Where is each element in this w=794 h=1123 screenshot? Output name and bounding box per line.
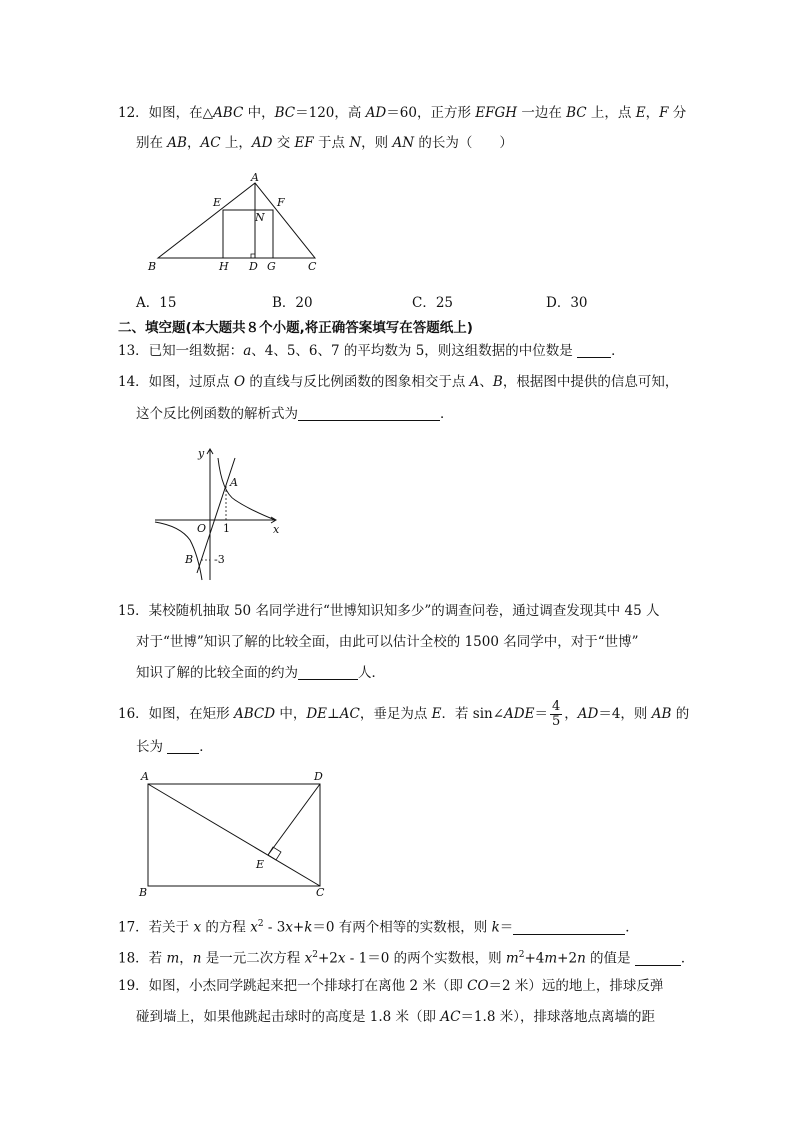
label-C: C: [308, 260, 317, 273]
label-A: A: [141, 770, 149, 783]
q16-answer-blank[interactable]: [167, 739, 199, 754]
label-E: E: [213, 196, 222, 209]
q18-answer-blank[interactable]: [635, 951, 681, 966]
q15-line3: 知识了解的比较全面的约为 人．: [136, 665, 385, 681]
label-B: B: [185, 553, 194, 566]
label-D: D: [249, 260, 258, 273]
label-F: F: [277, 196, 285, 209]
square-efgh: [223, 210, 273, 258]
right-angle-mark: [268, 847, 281, 860]
label-A: A: [251, 171, 259, 184]
triangle-abc: [158, 183, 315, 258]
label-x: x: [273, 523, 280, 536]
q12-triangle-figure: [140, 168, 340, 278]
q14-function-figure: [150, 440, 290, 585]
q14-line1: 14．如图，过原点 O 的直线与反比例函数的图象相交于点 A、B，根据图中提供的信息可知，: [118, 374, 679, 390]
q12-option-b: B．20: [272, 295, 313, 311]
diagonal-ac: [148, 784, 320, 886]
segment-de: [268, 784, 320, 855]
label-O: O: [197, 522, 207, 535]
label-G: G: [267, 260, 276, 273]
label-D: D: [314, 770, 323, 783]
label-N: N: [255, 211, 265, 224]
q17: 17．若关于 x 的方程 $x^2 - 3x+k=0$ 有两个相等的实数根，则 k＝ ．: [118, 919, 639, 936]
q19-line1: 19．如图，小杰同学跳起来把一个排球打在离他 2 米（即 CO＝2 米）远的地上，排球反弹: [118, 978, 664, 994]
q16-rectangle-figure: [138, 768, 338, 898]
label-H: H: [219, 260, 229, 273]
label-y: y: [198, 447, 205, 460]
hyperbola-branch-2: [155, 522, 202, 580]
q16-line1: 16．如图，在矩形 ABCD 中，DE⊥AC，垂足为点 E．若 sin∠ADE＝ $\frac{4}{5}$ ，AD＝4，则 AB 的: [118, 699, 690, 729]
right-angle-mark: [251, 254, 255, 258]
label-C: C: [316, 886, 325, 899]
tick-1: 1: [223, 522, 230, 535]
q12-option-c: C．25: [412, 295, 454, 311]
q15-line2: 对于“世博”知识了解的比较全面，由此可以估计全校的 1500 名同学中，对于“世博”: [136, 634, 639, 650]
label-B: B: [148, 260, 157, 273]
q15-answer-blank[interactable]: [298, 665, 358, 680]
fraction-4-5: $\frac{4}{5}$: [551, 699, 561, 729]
q12-option-a: A．15: [136, 295, 177, 311]
q13: 13．已知一组数据：a、4、5、6、7 的平均数为 5，则这组数据的中位数是 ．: [118, 343, 625, 359]
label-E: E: [256, 858, 265, 871]
q15-line1: 15．某校随机抽取 50 名同学进行“世博知识知多少”的调查问卷，通过调查发现其中 45 人: [118, 603, 660, 619]
q14-answer-blank[interactable]: [298, 406, 440, 421]
q12-line1: 12．如图，在△ABC 中，BC＝120，高 AD＝60，正方形 EFGH 一边在 BC 上，点 E，F 分: [118, 105, 687, 121]
hyperbola-branch-1: [218, 458, 275, 520]
section2-title: 二、填空题(本大题共８个小题,将正确答案填写在答题纸上): [118, 320, 473, 336]
q17-answer-blank[interactable]: [513, 920, 625, 935]
label-B: B: [139, 886, 148, 899]
q19-line2: 碰到墙上，如果他跳起击球时的高度是 1.8 米（即 AC＝1.8 米），排球落地点离墙的距: [136, 1009, 655, 1025]
q12-line2: 别在 AB，AC 上，AD 交 EF 于点 N，则 AN 的长为（ ）: [136, 135, 513, 151]
q18: 18．若 m，n 是一元二次方程 $x^2+2x - 1=0$ 的两个实数根，则 $m^2+4m+2n$ 的值是 ．: [118, 950, 695, 967]
q16-line2: 长为 ．: [136, 739, 213, 755]
q14-line2: 这个反比例函数的解析式为 ．: [136, 406, 454, 422]
q12-option-d: D．30: [546, 295, 588, 311]
q13-answer-blank[interactable]: [577, 343, 611, 358]
label-A: A: [230, 476, 238, 489]
tick-neg3: -3: [214, 553, 225, 566]
